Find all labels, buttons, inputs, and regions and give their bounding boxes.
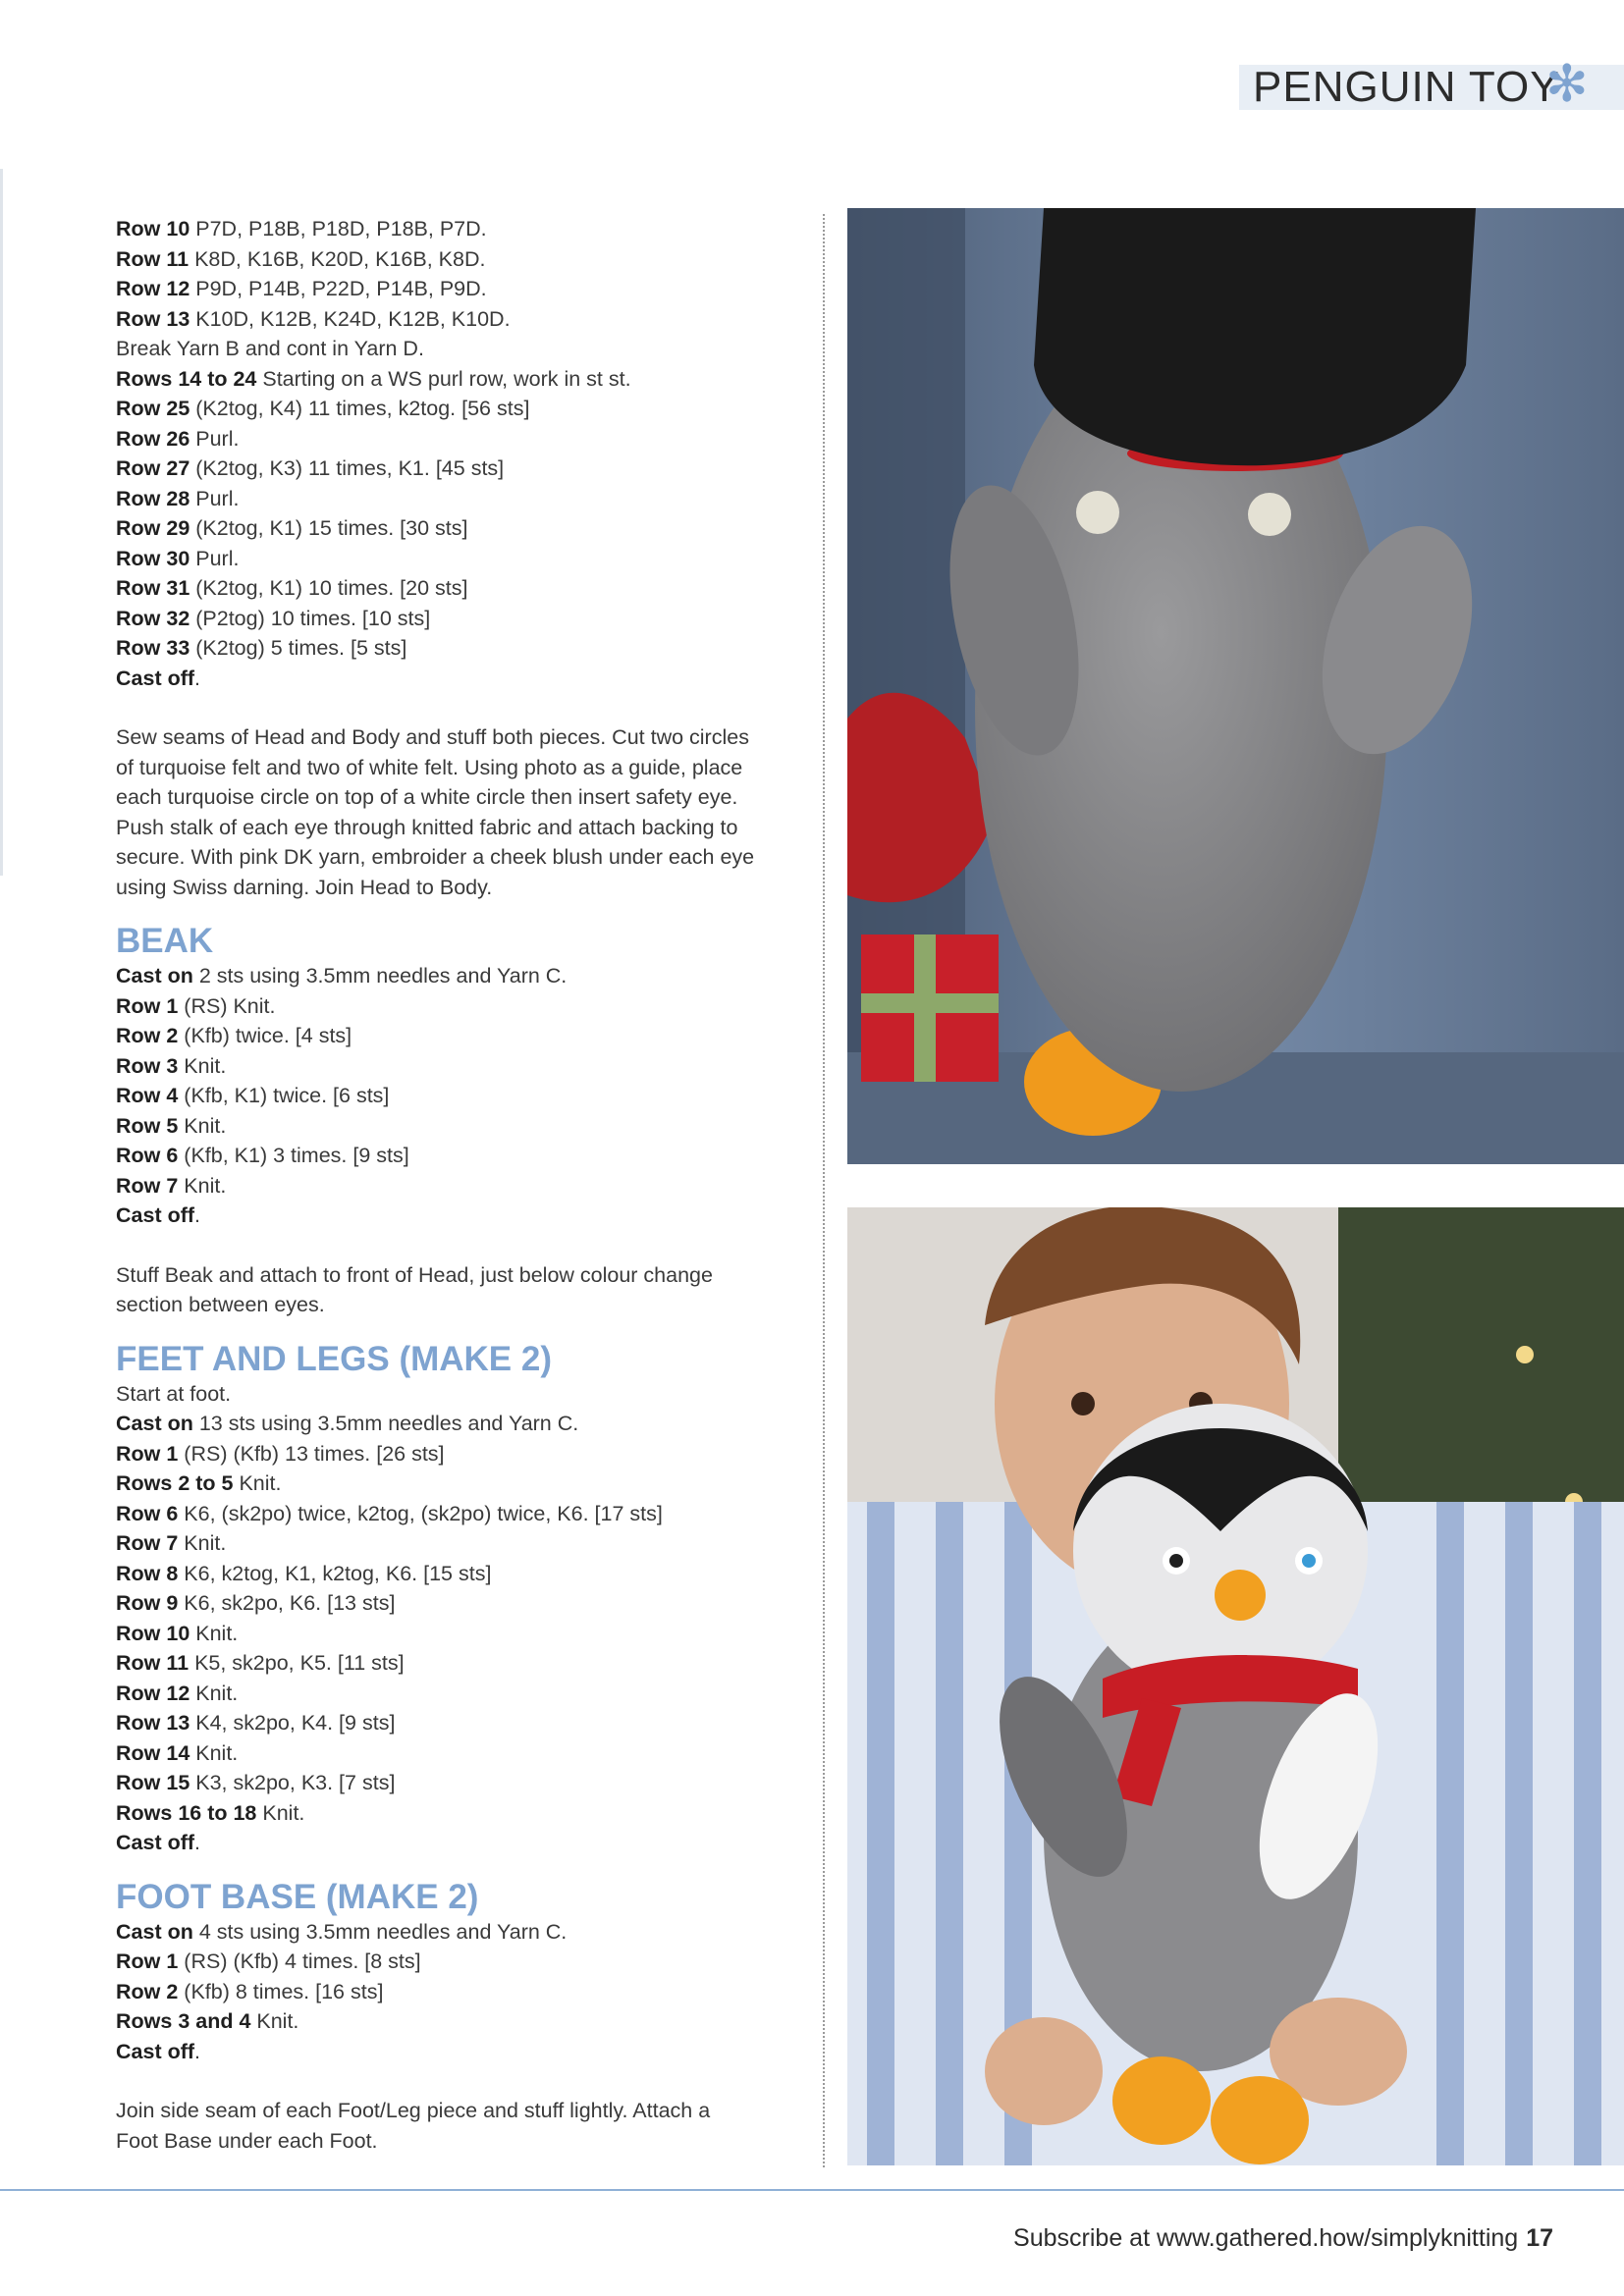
pattern-row: Row 1 (RS) (Kfb) 13 times. [26 sts] — [116, 1441, 445, 1466]
pattern-row: Cast on 13 sts using 3.5mm needles and Yarn C. — [116, 1412, 579, 1435]
column-divider — [823, 214, 825, 2167]
beak-heading: BEAK — [116, 922, 214, 960]
pattern-row: Cast off. — [116, 2039, 201, 2063]
pattern-row: Row 11 K5, sk2po, K5. [11 sts] — [116, 1651, 405, 1675]
boy-with-penguin-photo — [847, 1207, 1624, 2165]
foot-instructions: Join side seam of each Foot/Leg piece and stuff lightly. Attach a Foot Base under each Foot. — [116, 2099, 711, 2153]
pattern-row: Row 12 Knit. — [116, 1681, 239, 1705]
pattern-row: Row 1 (RS) (Kfb) 4 times. [8 sts] — [116, 1949, 421, 1973]
pattern-row: Row 2 (Kfb) twice. [4 sts] — [116, 1024, 352, 1047]
pattern-row: Row 4 (Kfb, K1) twice. [6 sts] — [116, 1084, 390, 1107]
page-edge-shadow — [0, 169, 3, 876]
pattern-row: Row 30 Purl. — [116, 546, 240, 570]
pattern-row: Row 12 P9D, P14B, P22D, P14B, P9D. — [116, 277, 487, 300]
pattern-row: Row 8 K6, k2tog, K1, k2tog, K6. [15 sts] — [116, 1561, 492, 1585]
asterisk-flower-icon: ✻ — [1545, 56, 1589, 113]
pattern-row: Row 9 K6, sk2po, K6. [13 sts] — [116, 1591, 396, 1615]
pattern-row: Row 3 Knit. — [116, 1053, 227, 1078]
pattern-row: Row 6 K6, (sk2po) twice, k2tog, (sk2po) twice, K6. [17 sts] — [116, 1501, 663, 1525]
pattern-row: Row 5 Knit. — [116, 1113, 227, 1138]
pattern-row: Row 25 (K2tog, K4) 11 times, k2tog. [56 sts] — [116, 397, 530, 420]
pattern-row: Row 31 (K2tog, K1) 10 times. [20 sts] — [116, 576, 468, 600]
pattern-row: Rows 14 to 24 Starting on a WS purl row, work in st st. — [116, 366, 631, 391]
pattern-column — [116, 214, 815, 2156]
pattern-row: Row 26 Purl. — [116, 426, 240, 451]
feet-rows — [116, 1379, 815, 1858]
pattern-row: Row 2 (Kfb) 8 times. [16 sts] — [116, 1979, 384, 2003]
foot-base-heading: FOOT BASE (MAKE 2) — [116, 1877, 479, 1916]
foot-base-rows — [116, 1917, 815, 2067]
beak-instructions: Stuff Beak and attach to front of Head, just below colour change section between eyes. — [116, 1262, 713, 1316]
pattern-row: Row 32 (P2tog) 10 times. [10 sts] — [116, 606, 431, 630]
pattern-row: Row 33 (K2tog) 5 times. [5 sts] — [116, 636, 407, 660]
footer — [1013, 2224, 1553, 2253]
pattern-row: Row 28 Purl. — [116, 486, 240, 510]
feet-heading: FEET AND LEGS (MAKE 2) — [116, 1339, 552, 1378]
pattern-row: Rows 3 and 4 Knit. — [116, 2009, 299, 2033]
pattern-row: Cast off. — [116, 1203, 201, 1227]
body-rows — [116, 214, 815, 693]
pattern-row: Row 14 Knit. — [116, 1740, 239, 1765]
pattern-row: Row 29 (K2tog, K1) 15 times. [30 sts] — [116, 516, 468, 540]
pattern-row: Row 7 Knit. — [116, 1173, 227, 1198]
pattern-row: Row 13 K10D, K12B, K24D, K12B, K10D. — [116, 306, 511, 331]
pattern-row: Row 11 K8D, K16B, K20D, K16B, K8D. — [116, 246, 486, 271]
pattern-row: Row 15 K3, sk2po, K3. [7 sts] — [116, 1771, 396, 1794]
pattern-row: Break Yarn B and cont in Yarn D. — [116, 337, 424, 360]
page-title: PENGUIN TOY — [1253, 63, 1560, 111]
penguin-back-photo — [847, 208, 1624, 1164]
pattern-row: Rows 2 to 5 Knit. — [116, 1471, 282, 1495]
subscribe-text: Subscribe at www.gathered.how/simplyknitting — [1013, 2224, 1519, 2252]
assembly-instructions: Sew seams of Head and Body and stuff both pieces. Cut two circles of turquoise felt and two of white felt. Using photo as a guide, place each turquoise circle on top of a white circle then insert safety eye. Push stalk of each eye through knitted fabric and attach backing to secure. With pink DK yarn, embroider a cheek blush under each eye using Swiss darning. Join Head to Body. — [116, 725, 755, 899]
pattern-row: Cast on 2 sts using 3.5mm needles and Yarn C. — [116, 964, 568, 988]
footer-rule — [0, 2189, 1624, 2191]
pattern-row: Row 7 Knit. — [116, 1531, 227, 1555]
pattern-row: Cast off. — [116, 666, 201, 690]
pattern-row: Row 13 K4, sk2po, K4. [9 sts] — [116, 1711, 396, 1735]
pattern-row: Cast on 4 sts using 3.5mm needles and Yarn C. — [116, 1919, 568, 1944]
pattern-row: Rows 16 to 18 Knit. — [116, 1800, 305, 1825]
page-number: 17 — [1526, 2224, 1553, 2252]
pattern-row: Row 1 (RS) Knit. — [116, 993, 276, 1018]
pattern-row: Row 10 Knit. — [116, 1621, 239, 1645]
pattern-row: Start at foot. — [116, 1381, 232, 1406]
pattern-row: Cast off. — [116, 1831, 201, 1854]
pattern-row: Row 27 (K2tog, K3) 11 times, K1. [45 sts] — [116, 456, 505, 480]
pattern-row: Row 6 (Kfb, K1) 3 times. [9 sts] — [116, 1144, 409, 1167]
pattern-row: Row 10 P7D, P18B, P18D, P18B, P7D. — [116, 217, 487, 240]
beak-rows — [116, 961, 815, 1231]
